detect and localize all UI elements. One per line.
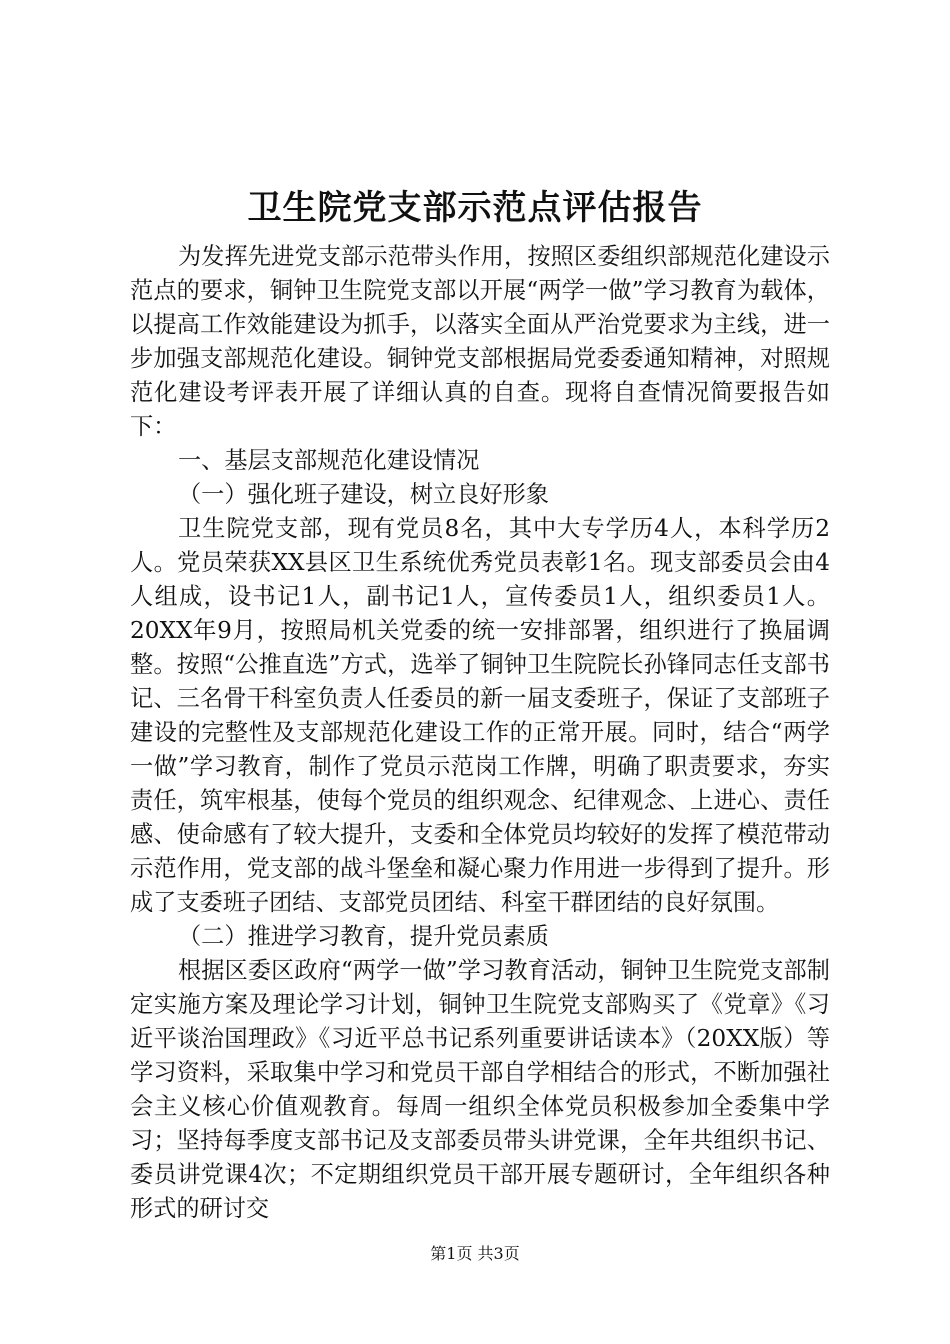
subsection-heading-1: （一）强化班子建设，树立良好形象 bbox=[178, 481, 549, 508]
body-paragraph-1: 卫生院党支部，现有党员8名，其中大专学历4人，本科学历2人。党员荣获XX县区卫生系统优秀党员表彰1名。现支部委员会由4人组成，设书记1人，副书记1人，宣传委员1人，组织委员1人。20XX年9月，按照局机关党委的统一安排部署，组织进行了换届调整。按照“公推直选”方式，选举了铜钟卫生院院长孙锋同志任支部书记、三名骨干科室负责人任委员的新一届支委班子，保证了支部班子建设的完整性及支部规范化建设工作的正常开展。同时，结合“两学一做”学习教育，制作了党员示范岗工作牌，明确了职责要求，夯实责任，筑牢根基，使每个党员的组织观念、纪律观念、上进心、责任感、使命感有了较大提升，支委和全体党员均较好的发挥了模范带动示范作用，党支部的战斗堡垒和凝心聚力作用进一步得到了提升。形成了支委班子团结、支部党员团结、科室干群团结的良好氛围。 bbox=[130, 515, 830, 916]
subsection-heading-2: （二）推进学习教育，提升党员素质 bbox=[178, 923, 549, 950]
section-heading-1: 一、基层支部规范化建设情况 bbox=[178, 447, 480, 474]
page-footer: 第1页 共3页 bbox=[430, 1244, 520, 1263]
intro-paragraph: 为发挥先进党支部示范带头作用，按照区委组织部规范化建设示范点的要求，铜钟卫生院党支部以开展“两学一做”学习教育为载体，以提高工作效能建设为抓手，以落实全面从严治党要求为主线，进一步加强支部规范化建设。铜钟党支部根据局党委委通知精神，对照规范化建设考评表开展了详细认真的自查。现将自查情况简要报告如下： bbox=[130, 243, 830, 440]
document-body bbox=[130, 240, 830, 1226]
document-title: 卫生院党支部示范点评估报告 bbox=[247, 188, 703, 228]
body-paragraph-2: 根据区委区政府“两学一做”学习教育活动，铜钟卫生院党支部制定实施方案及理论学习计划，铜钟卫生院党支部购买了《党章》《习近平谈治国理政》《习近平总书记系列重要讲话读本》（20XX版）等学习资料，采取集中学习和党员干部自学相结合的形式，不断加强社会主义核心价值观教育。每周一组织全体党员积极参加全委集中学习；坚持每季度支部书记及支部委员带头讲党课，全年共组织书记、委员讲党课4次；不定期组织党员干部开展专题研讨，全年组织各种形式的研讨交 bbox=[130, 957, 830, 1222]
